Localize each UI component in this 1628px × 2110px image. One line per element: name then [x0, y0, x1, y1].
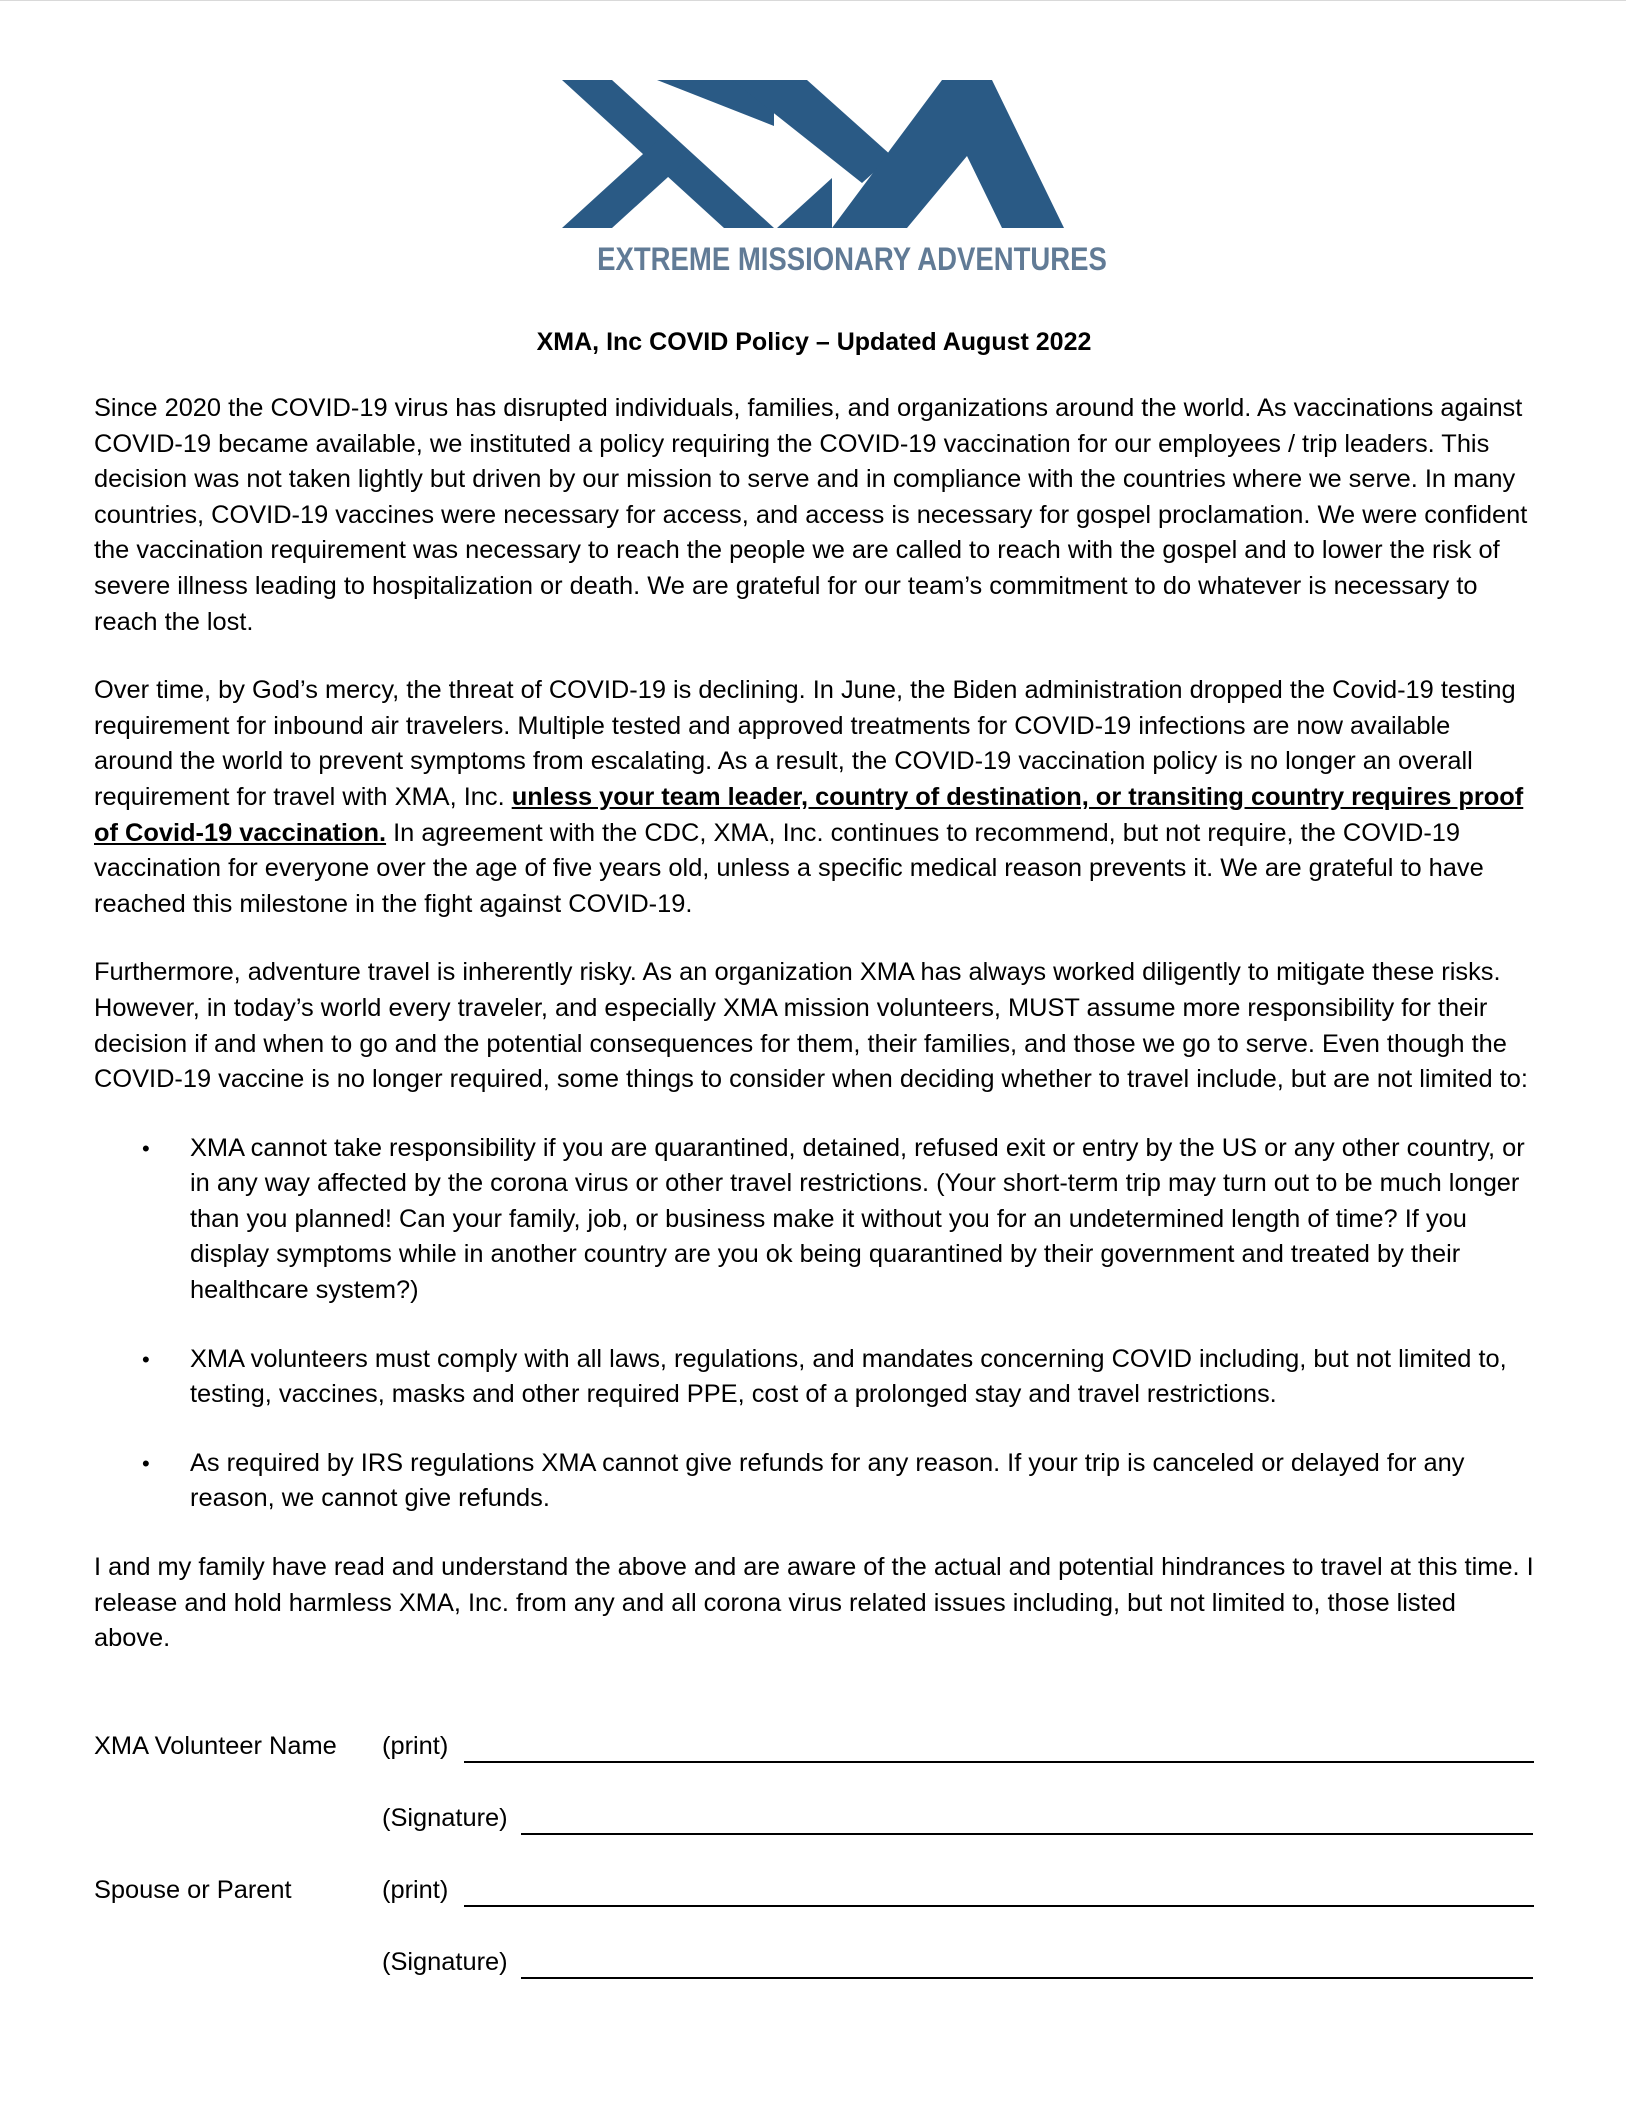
volunteer-signature-line[interactable]	[521, 1833, 1533, 1835]
spouse-signature-label: (Signature)	[382, 1948, 508, 1976]
list-item	[94, 1446, 1534, 1517]
page-title: XMA, Inc COVID Policy – Updated August 2022	[536, 328, 1092, 356]
list-item-text: XMA cannot take responsibility if you are quarantined, detained, refused exit or entry by the US or any other country, or in any way affected by the corona virus or other travel restrictions. (Your short-term trip may turn out to be much longer than you planned! Can your family, job, or business make it without you for an undetermined length of time? If you display symptoms while in another country are you ok being quarantined by their government and treated by their healthcare system?)	[190, 1133, 1525, 1305]
xma-logo-mark	[562, 78, 1064, 228]
bullet-icon: •	[142, 1450, 150, 1476]
list-item	[94, 1131, 1534, 1309]
paragraph-release: I and my family have read and understand the above and are aware of the actual and potential hindrances to travel at this time. I release and hold harmless XMA, Inc. from any and all corona virus related issues including, but not limited to, those listed above.	[94, 1553, 1534, 1653]
list-item	[94, 1342, 1534, 1413]
list-item-text: As required by IRS regulations XMA cannot give refunds for any reason. If your trip is canceled or delayed for any reason, we cannot give refunds.	[190, 1448, 1465, 1513]
page-top-edge	[0, 0, 1626, 1]
xma-logo	[562, 78, 1107, 278]
signature-section	[94, 1732, 1534, 2020]
paragraph-policy-update-text: Over time, by God’s mercy, the threat of COVID-19 is declining. In June, the Biden administration dropped the Covid-19 testing requirement for inbound air travelers. Multiple tested and approved treatments for COVID-19 infections are now available around the world to prevent symptoms from escalating. As a result, the COVID-19 vaccination policy is no longer an overall requirement for travel with XMA, Inc.	[94, 676, 1516, 811]
spouse-print-row	[94, 1876, 1534, 1912]
policy-body	[94, 391, 1534, 1690]
spouse-print-label: (print)	[382, 1876, 449, 1904]
volunteer-print-row	[94, 1732, 1534, 1768]
spouse-print-line[interactable]	[464, 1905, 1534, 1907]
paragraph-policy-update-continued: In agreement with the CDC, XMA, Inc. continues to recommend, but not require, the COVID-19 vaccination for everyone over the age of five years old, unless a specific medical reason prevents it. We are grateful to have reached this milestone in the fight against COVID-19.	[94, 818, 1484, 918]
bullet-icon: •	[142, 1135, 150, 1161]
paragraph-risk: Furthermore, adventure travel is inherently risky. As an organization XMA has always worked diligently to mitigate these risks. However, in today’s world every traveler, and especially XMA mission volunteers, MUST assume more responsibility for their decision if and when to go and the potential consequences for them, their families, and those we go to serve. Even though the COVID-19 vaccine is no longer required, some things to consider when deciding whether to travel include, but are not limited to:	[94, 958, 1528, 1094]
logo-tagline: EXTREME MISSIONARY ADVENTURES	[597, 241, 1107, 277]
volunteer-name-label: XMA Volunteer Name	[94, 1732, 337, 1760]
volunteer-print-line[interactable]	[464, 1761, 1534, 1763]
paragraph-background: Since 2020 the COVID-19 virus has disrupted individuals, families, and organizations around the world. As vaccinations against COVID-19 became available, we instituted a policy requiring the COVID-19 vaccination for our employees / trip leaders. This decision was not taken lightly but driven by our mission to serve and in compliance with the countries where we serve. In many countries, COVID-19 vaccines were necessary for access, and access is necessary for gospel proclamation. We were confident the vaccination requirement was necessary to reach the people we are called to reach with the gospel and to lower the risk of severe illness leading to hospitalization or death. We are grateful for our team’s commitment to do whatever is necessary to reach the lost.	[94, 394, 1528, 636]
considerations-list	[94, 1131, 1534, 1517]
spouse-parent-label: Spouse or Parent	[94, 1876, 292, 1904]
volunteer-print-label: (print)	[382, 1732, 449, 1760]
bullet-icon: •	[142, 1346, 150, 1372]
paragraph-policy-update	[94, 673, 1534, 922]
list-item-text: XMA volunteers must comply with all laws, regulations, and mandates concerning COVID including, but not limited to, testing, vaccines, masks and other required PPE, cost of a prolonged stay and travel restrictions.	[190, 1344, 1507, 1409]
volunteer-signature-row	[94, 1804, 1534, 1840]
vaccination-exception-emphasis: unless your team leader, country of destination, or transiting country requires proof of Covid-19 vaccination.	[94, 782, 1524, 847]
spouse-signature-line[interactable]	[521, 1977, 1533, 1979]
spouse-signature-row	[94, 1948, 1534, 1984]
volunteer-signature-label: (Signature)	[382, 1804, 508, 1832]
